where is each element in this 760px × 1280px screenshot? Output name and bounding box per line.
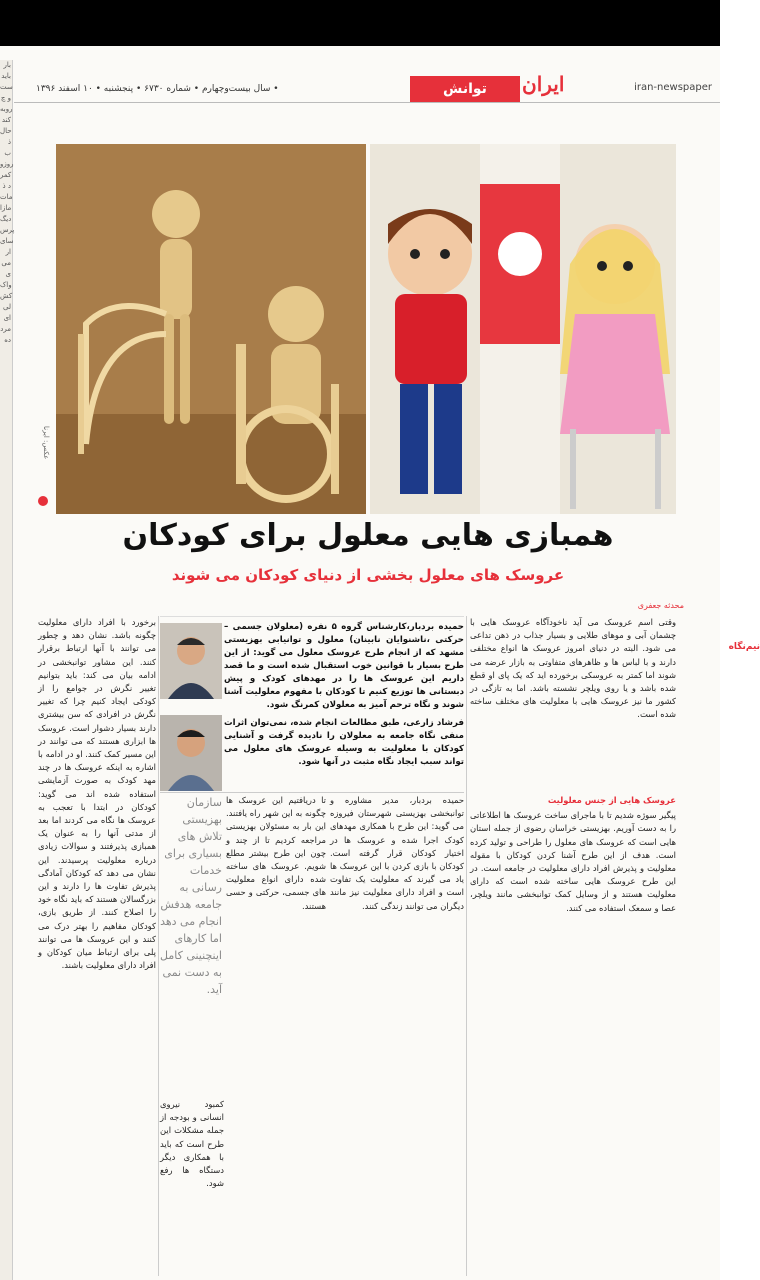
byline: محدثه جعفری (637, 601, 684, 610)
column-5-text: تا دریافتیم این عروسک ها چگونه به این شهر راه یافتند. این بار به مسئولان بهزیستی مراجعه کردیم تا از چند و چون این طرح بیشتر مطلع شویم. عروسک های ساخته شده دارای انواع معلولیت های جسمی، حرکتی و حسی هستند. (226, 795, 326, 911)
portrait-2-illustration (160, 715, 222, 791)
column-4-text: حمیده بردبار، مدیر مشاوره و توانبخشی بهزیستی شهرستان فیروزه می گوید: این طرح با همکاری مهدهای کودک اجرا شده و عروسک ها در اختیار کودکان قرار گرفته است. کودکان با بازی کردن با این عروسک ها یاد می گیرند که معلولیت یک تفاوت است و افراد دارای معلولیت نیز مانند دیگران می توانند زندگی کنند. (330, 795, 464, 911)
box-divider (160, 792, 464, 793)
article-column-2 (38, 616, 156, 1276)
portrait-photo-2 (160, 715, 222, 791)
column-2-text: برخورد با افراد دارای معلولیت چگونه باشد. نشان دهد و چطور می توانند با آنها ارتباط برقرار کنند. این مشاور توانبخشی در ادامه بیان می کند: باید بتوانیم تغییر نگرش در جوامع را از کودکی ایجاد کنیم چرا که تغییر نگرش در افرادی که سن بیشتری دارند بسیار دشوار است. عروسک ها ابزاری هستند که می توانند در این مسیر کمک کنند. او در ادامه با اشاره به اینکه عروسک ها در چند مهد کودک به صورت آزمایشی استفاده شده اند می گوید: کودکان در ابتدا با تعجب به عروسک ها نگاه می کردند اما بعد از مدتی آنها را به عنوان یک همبازی پذیرفتند و سوالات زیادی درباره معلولیت پرسیدند. این نشان می دهد که کودکان آمادگی پذیرش تفاوت ها را دارند و این بزرگسالان هستند که باید نگاه خود را اصلاح کنند. از طریق بازی، کودکان مفاهیم را بهتر درک می کنند و این عروسک ها می توانند پلی برای ارتباط میان کودکان و افراد دارای معلولیت باشند. (38, 617, 156, 971)
article-column-4 (330, 794, 464, 1276)
masthead (14, 62, 720, 103)
column-6-text: کمبود نیروی انسانی و بودجه از جمله مشکلات این طرح است که باید با همکاری دیگر دستگاه ها رفع شود. (160, 1099, 224, 1189)
portrait-photo-1 (160, 623, 222, 699)
portrait-1-illustration (160, 623, 222, 699)
status-bar (0, 0, 720, 46)
site-name: iran-newspaper (634, 82, 712, 93)
column-3-heading: عروسک هایی از جنس معلولیت (547, 795, 676, 805)
wooden-dolls-photo (56, 144, 366, 514)
article-column-3 (470, 794, 676, 1276)
article-column-6 (160, 1098, 224, 1276)
section-label: توانش (410, 76, 520, 102)
quote-2: فرشاد زارعی، طبق مطالعات انجام شده، نمی‌توان اثرات منفی نگاه جامعه به معلولان را نادیده گرفت و آشنایی کودکان با معلولیت به وسیله عروسک های معلول می تواند سبب ایجاد نگاه مثبت در آنها شود. (224, 718, 464, 767)
article-subhead: عروسک های معلول بخشی از دنیای کودکان می شوند (171, 566, 565, 584)
wooden-dolls-illustration (56, 144, 366, 514)
cloth-dolls-photo (370, 144, 676, 514)
newspaper-logo: ایران (522, 72, 565, 96)
adjacent-page-strip: بار باید ست و چ روبه کند حال ذ ب روزو کمر د ذ مات مازا دیگ پرس سای ار می ی واک کش لی ای مرد ده (0, 60, 13, 1280)
quote-box (160, 616, 464, 793)
column-3-text: پیگیر سوژه شدیم تا با ماجرای ساخت عروسک ها اطلاعاتی را به دست آوریم. بهزیستی خراسان رضوی از جمله استان هایی است که عروسک های معلول را طراحی و تولید کرده است. هدف از این طرح آشنا کردن کودکان با مقوله معلولیت و پذیرش افراد دارای معلولیت در جامعه است. در این طرح عروسک هایی ساخته شده است که دارای معلولیت هستند و از وسایل کمک توانبخشی مانند ویلچر، عصا و سمعک استفاده می کنند. (470, 810, 676, 913)
box-label: نیم‌نگاه (728, 642, 760, 652)
article-headline: همبازی هایی معلول برای کودکان (122, 518, 614, 553)
issue-line: • سال بیست‌وچهارم • شماره ۶۷۳۰ • پنجشنبه • ۱۰ اسفند ۱۳۹۶ (36, 84, 279, 94)
newspaper-page (0, 46, 760, 1280)
photo-credit: عکس: ایرنا (42, 426, 50, 460)
quote-1: حمیده بردبار،کارشناس گروه ۵ نفره (معلولان جسمی – حرکتی ،ناشنوایان نابینان) معلول و توانیابی بهزیستی مشهد که از انجام طرح عروسک معلول می گوید: از این طرح بسیار با قوانین خوب استقبال شده است و ما قصد داریم این عروسک ها را در مهدهای کودک و پیش دبستانی ها توزیع کنیم تا کودکان با مفهوم معلولیت آشنا شوند و نگاه ترحم آمیز به معلولان کمرنگ شود. (224, 622, 464, 710)
cloth-dolls-illustration (370, 144, 676, 514)
column-divider (466, 616, 467, 1276)
pull-quote: سازمان بهزیستی تلاش های بسیاری برای خدمات رسانی به جامعه هدفش انجام می دهد اما کارهای اینچنینی کامل به دست نمی آید. (160, 796, 222, 996)
article-column-5 (226, 794, 326, 1276)
column-1-text: وقتی اسم عروسک می آید ناخودآگاه عروسک هایی با چشمان آبی و موهای طلایی و بسیار جذاب در ذهن تداعی می شود. البته در دنیای امروز عروسک ها انواع مختلفی دارند و با لباس ها و ظاهرهای متفاوتی به بازار عرضه می شوند اما کمتر به عروسکی برخورده اید که یک پای او قطع شده باشد و یا روی ویلچر نشسته باشد. اما به تازگی در کشور ما نیز عروسک هایی با معلولیت های مختلف ساخته شده است. (470, 617, 676, 720)
column-divider (158, 616, 159, 1276)
credit-marker-icon (38, 496, 48, 506)
